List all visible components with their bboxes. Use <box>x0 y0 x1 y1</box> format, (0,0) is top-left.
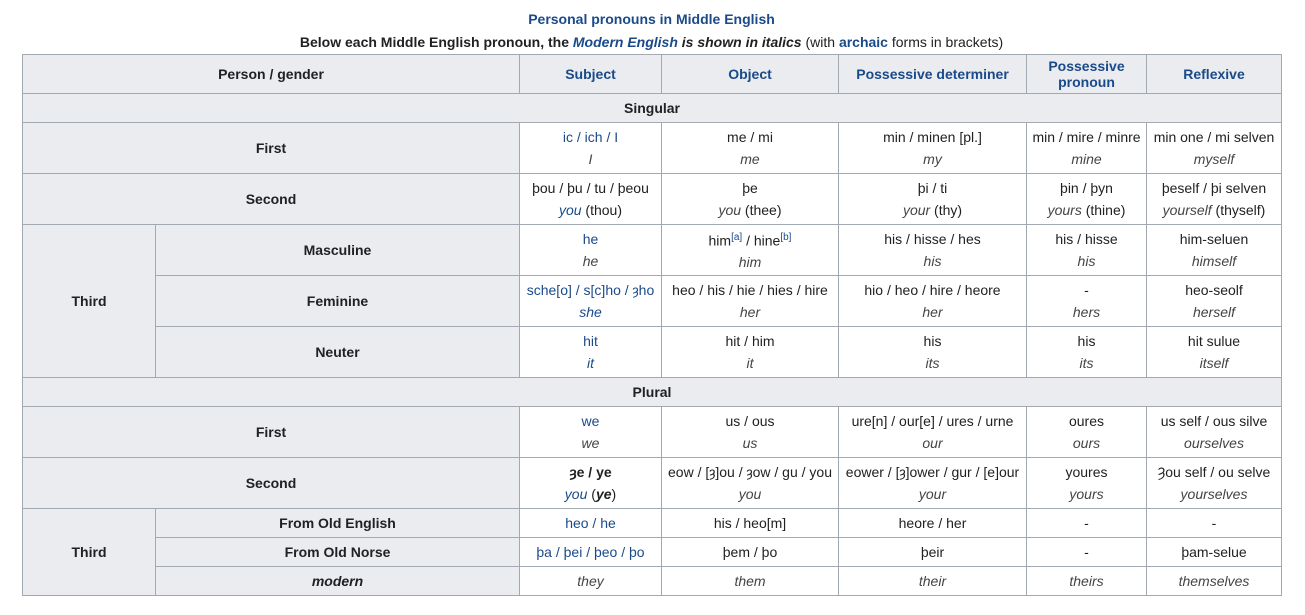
cell-poss-pron <box>1027 174 1147 225</box>
cell-reflexive <box>1147 407 1282 458</box>
modern-english-link[interactable]: Modern English <box>572 34 678 50</box>
me-object: me / mi <box>727 129 773 145</box>
header-subject[interactable]: Subject <box>520 55 662 94</box>
table-row <box>23 327 1282 378</box>
me-subject-link[interactable]: we <box>581 413 600 429</box>
archaic-ye: ye <box>595 486 612 502</box>
me-subject: ȝe / ye <box>569 464 612 480</box>
cell-object: þem / þo <box>662 538 839 567</box>
me-poss-pron: his / hisse <box>1055 231 1118 247</box>
cell-poss-det: heore / her <box>839 509 1027 538</box>
me-poss-det: his / hisse / hes <box>884 231 981 247</box>
modern-poss-pron <box>1030 199 1143 221</box>
cell-poss-pron <box>1027 123 1147 174</box>
caption-text-4: forms in brackets) <box>887 34 1004 50</box>
me-poss-det: ure[n] / our[e] / ures / urne <box>851 413 1014 429</box>
me-reflexive: us self / ous silve <box>1160 413 1268 429</box>
archaic-form: (thy) <box>930 202 963 218</box>
cell-reflexive <box>1147 225 1282 276</box>
cell-reflexive <box>1147 174 1282 225</box>
table-row <box>23 509 1282 538</box>
me-object <box>665 227 835 252</box>
cell-reflexive: - <box>1147 509 1282 538</box>
row-label-modern: modern <box>156 567 520 596</box>
me-subject-link[interactable]: he <box>582 231 599 247</box>
modern-object: it <box>746 355 754 371</box>
me-poss-pron: oures <box>1068 413 1105 429</box>
cell-reflexive: þam-selue <box>1147 538 1282 567</box>
me-poss-pron: min / mire / minre <box>1032 129 1141 145</box>
modern-subject: he <box>582 253 599 269</box>
modern-reflexive: herself <box>1192 304 1236 320</box>
row-label-masculine: Masculine <box>156 225 520 276</box>
modern-poss-pron: yours <box>1069 486 1104 502</box>
table-row <box>23 123 1282 174</box>
section-row-plural <box>23 378 1282 407</box>
me-reflexive: þeself / þi selven <box>1161 180 1267 196</box>
modern-object: you <box>738 486 762 502</box>
cell-object: them <box>662 567 839 596</box>
section-plural: Plural <box>23 378 1282 407</box>
cell-poss-det: þeir <box>839 538 1027 567</box>
cell-reflexive <box>1147 327 1282 378</box>
cell-subject <box>520 123 662 174</box>
cell-subject <box>520 327 662 378</box>
modern-reflexive <box>1150 199 1278 221</box>
modern-reflexive: itself <box>1199 355 1229 371</box>
cell-object <box>662 225 839 276</box>
modern-poss-pron: ours <box>1072 435 1101 451</box>
me-object: us / ous <box>725 413 775 429</box>
me-poss-pron: þin / þyn <box>1060 180 1113 196</box>
cell-poss-pron <box>1027 407 1147 458</box>
modern-poss-det: its <box>925 355 940 371</box>
row-label-singular-third: Third <box>23 225 156 378</box>
archaic-form: (thyself) <box>1211 202 1266 218</box>
me-poss-pron: youres <box>1065 464 1108 480</box>
me-poss-det: hio / heo / hire / heore <box>864 282 1001 298</box>
me-poss-pron: his <box>1077 333 1096 349</box>
cell-subject-link[interactable]: þa / þei / þeo / þo <box>520 538 662 567</box>
row-label-neuter: Neuter <box>156 327 520 378</box>
table-caption <box>22 30 1281 54</box>
archaic-open: ( <box>587 486 596 502</box>
header-row <box>23 55 1282 94</box>
cell-reflexive <box>1147 458 1282 509</box>
me-poss-det: his <box>923 333 942 349</box>
cell-poss-det: their <box>839 567 1027 596</box>
modern-poss-det <box>842 199 1023 221</box>
me-reflexive: heo-seolf <box>1185 282 1243 298</box>
me-object: eow / [ȝ]ou / ȝow / gu / you <box>668 464 832 480</box>
cell-object <box>662 123 839 174</box>
archaic-link[interactable]: archaic <box>838 34 888 50</box>
cell-poss-det <box>839 123 1027 174</box>
modern-poss-det: his <box>923 253 942 269</box>
archaic-form: (thee) <box>741 202 782 218</box>
cell-poss-pron: theirs <box>1027 567 1147 596</box>
modern-subject <box>523 483 658 505</box>
me-object-hine: / hine <box>742 232 781 249</box>
modern-subject-link[interactable]: it <box>587 355 594 371</box>
row-label-singular-first: First <box>23 123 520 174</box>
cell-reflexive <box>1147 276 1282 327</box>
cell-reflexive <box>1147 123 1282 174</box>
me-object-him: him <box>708 232 732 249</box>
modern-poss-pron: his <box>1077 253 1096 269</box>
cell-object <box>662 458 839 509</box>
cell-object: his / heo[m] <box>662 509 839 538</box>
pronoun-table-container <box>22 8 1281 596</box>
modern-subject: we <box>581 435 600 451</box>
modern-poss-det-word: your <box>902 202 931 218</box>
me-poss-pron: - <box>1084 282 1089 298</box>
cell-poss-pron <box>1027 458 1147 509</box>
modern-object <box>665 199 835 221</box>
modern-reflexive: himself <box>1191 253 1237 269</box>
cell-subject <box>520 225 662 276</box>
pronoun-table <box>22 54 1282 596</box>
me-poss-det: min / minen [pl.] <box>883 129 982 145</box>
row-label-plural-second: Second <box>23 458 520 509</box>
table-row <box>23 458 1282 509</box>
me-object: hit / him <box>725 333 775 349</box>
me-subject-link[interactable]: hit <box>583 333 598 349</box>
modern-poss-det: our <box>922 435 943 451</box>
cell-poss-pron <box>1027 276 1147 327</box>
archaic-form: (thou) <box>581 202 623 218</box>
cell-poss-det <box>839 458 1027 509</box>
modern-poss-pron-word: yours <box>1047 202 1082 218</box>
modern-reflexive: ourselves <box>1184 435 1244 451</box>
modern-object: me <box>740 151 760 167</box>
cell-subject-link[interactable]: heo / he <box>520 509 662 538</box>
modern-subject: I <box>588 151 593 167</box>
modern-subject-word[interactable]: you <box>558 202 582 218</box>
modern-poss-pron: hers <box>1072 304 1101 320</box>
cell-poss-det <box>839 225 1027 276</box>
table-title: Personal pronouns in Middle English <box>528 11 775 27</box>
cell-poss-det <box>839 276 1027 327</box>
modern-object-word: you <box>718 202 742 218</box>
cell-poss-det <box>839 174 1027 225</box>
cell-poss-det <box>839 407 1027 458</box>
modern-reflexive-word: yourself <box>1162 202 1212 218</box>
row-label-singular-second: Second <box>23 174 520 225</box>
cell-poss-pron: - <box>1027 509 1147 538</box>
cell-subject <box>520 174 662 225</box>
cell-poss-pron <box>1027 225 1147 276</box>
footnote-b-link[interactable]: [b] <box>780 231 792 243</box>
table-row <box>23 276 1282 327</box>
cell-subject <box>520 407 662 458</box>
section-singular: Singular <box>23 94 1282 123</box>
cell-poss-pron: - <box>1027 538 1147 567</box>
header-possessive-determiner[interactable]: Possessive determiner <box>839 55 1027 94</box>
me-subject: þou / þu / tu / þeou <box>532 180 649 196</box>
row-label-from-old-norse: From Old Norse <box>156 538 520 567</box>
modern-object: her <box>739 304 761 320</box>
cell-poss-pron <box>1027 327 1147 378</box>
me-reflexive: Ȝou self / ou selve <box>1157 464 1271 480</box>
table-row <box>23 174 1282 225</box>
header-possessive-pronoun[interactable]: Possessive pronoun <box>1027 55 1147 94</box>
row-label-from-old-english: From Old English <box>156 509 520 538</box>
me-subject-link[interactable]: ic / ich / I <box>562 129 619 145</box>
modern-poss-pron: its <box>1079 355 1094 371</box>
archaic-form: (thine) <box>1081 202 1126 218</box>
header-object[interactable]: Object <box>662 55 839 94</box>
cell-subject <box>520 276 662 327</box>
cell-object <box>662 276 839 327</box>
cell-subject: they <box>520 567 662 596</box>
row-label-plural-third: Third <box>23 509 156 596</box>
footnote-a-link[interactable]: [a] <box>731 231 743 243</box>
me-reflexive: him-seluen <box>1179 231 1249 247</box>
table-row <box>23 407 1282 458</box>
cell-subject <box>520 458 662 509</box>
modern-reflexive: myself <box>1193 151 1235 167</box>
me-subject-link[interactable]: sche[o] / s[c]ho / ȝho <box>526 282 655 298</box>
cell-poss-det <box>839 327 1027 378</box>
modern-subject-link[interactable]: she <box>579 304 602 320</box>
table-row <box>23 225 1282 276</box>
modern-poss-det: her <box>922 304 943 320</box>
archaic-close: ) <box>611 486 617 502</box>
header-reflexive[interactable]: Reflexive <box>1147 55 1282 94</box>
caption-text-3: (with <box>801 34 839 50</box>
me-reflexive: hit sulue <box>1187 333 1241 349</box>
caption-text-2: is shown in italics <box>677 34 802 50</box>
modern-poss-det: my <box>923 151 942 167</box>
caption-text-1: Below each Middle English pronoun, the <box>299 34 573 50</box>
me-object: þe <box>742 180 758 196</box>
table-row <box>23 538 1282 567</box>
me-poss-det: eower / [ȝ]ower / gur / [e]our <box>845 464 1020 480</box>
modern-poss-det: your <box>918 486 947 502</box>
me-poss-det: þi / ti <box>917 180 948 196</box>
modern-object: him <box>738 254 762 271</box>
me-reflexive: min one / mi selven <box>1153 129 1275 145</box>
header-person-gender: Person / gender <box>23 55 520 94</box>
modern-subject-word[interactable]: you <box>564 486 588 502</box>
cell-reflexive: themselves <box>1147 567 1282 596</box>
modern-reflexive: yourselves <box>1180 486 1248 502</box>
modern-object: us <box>742 435 758 451</box>
row-label-plural-first: First <box>23 407 520 458</box>
modern-poss-pron: mine <box>1071 151 1102 167</box>
row-label-feminine: Feminine <box>156 276 520 327</box>
modern-subject <box>523 199 658 221</box>
section-row-singular <box>23 94 1282 123</box>
table-row <box>23 567 1282 596</box>
cell-object <box>662 327 839 378</box>
cell-object <box>662 407 839 458</box>
cell-object <box>662 174 839 225</box>
me-object: heo / his / hie / hies / hire <box>672 282 828 298</box>
